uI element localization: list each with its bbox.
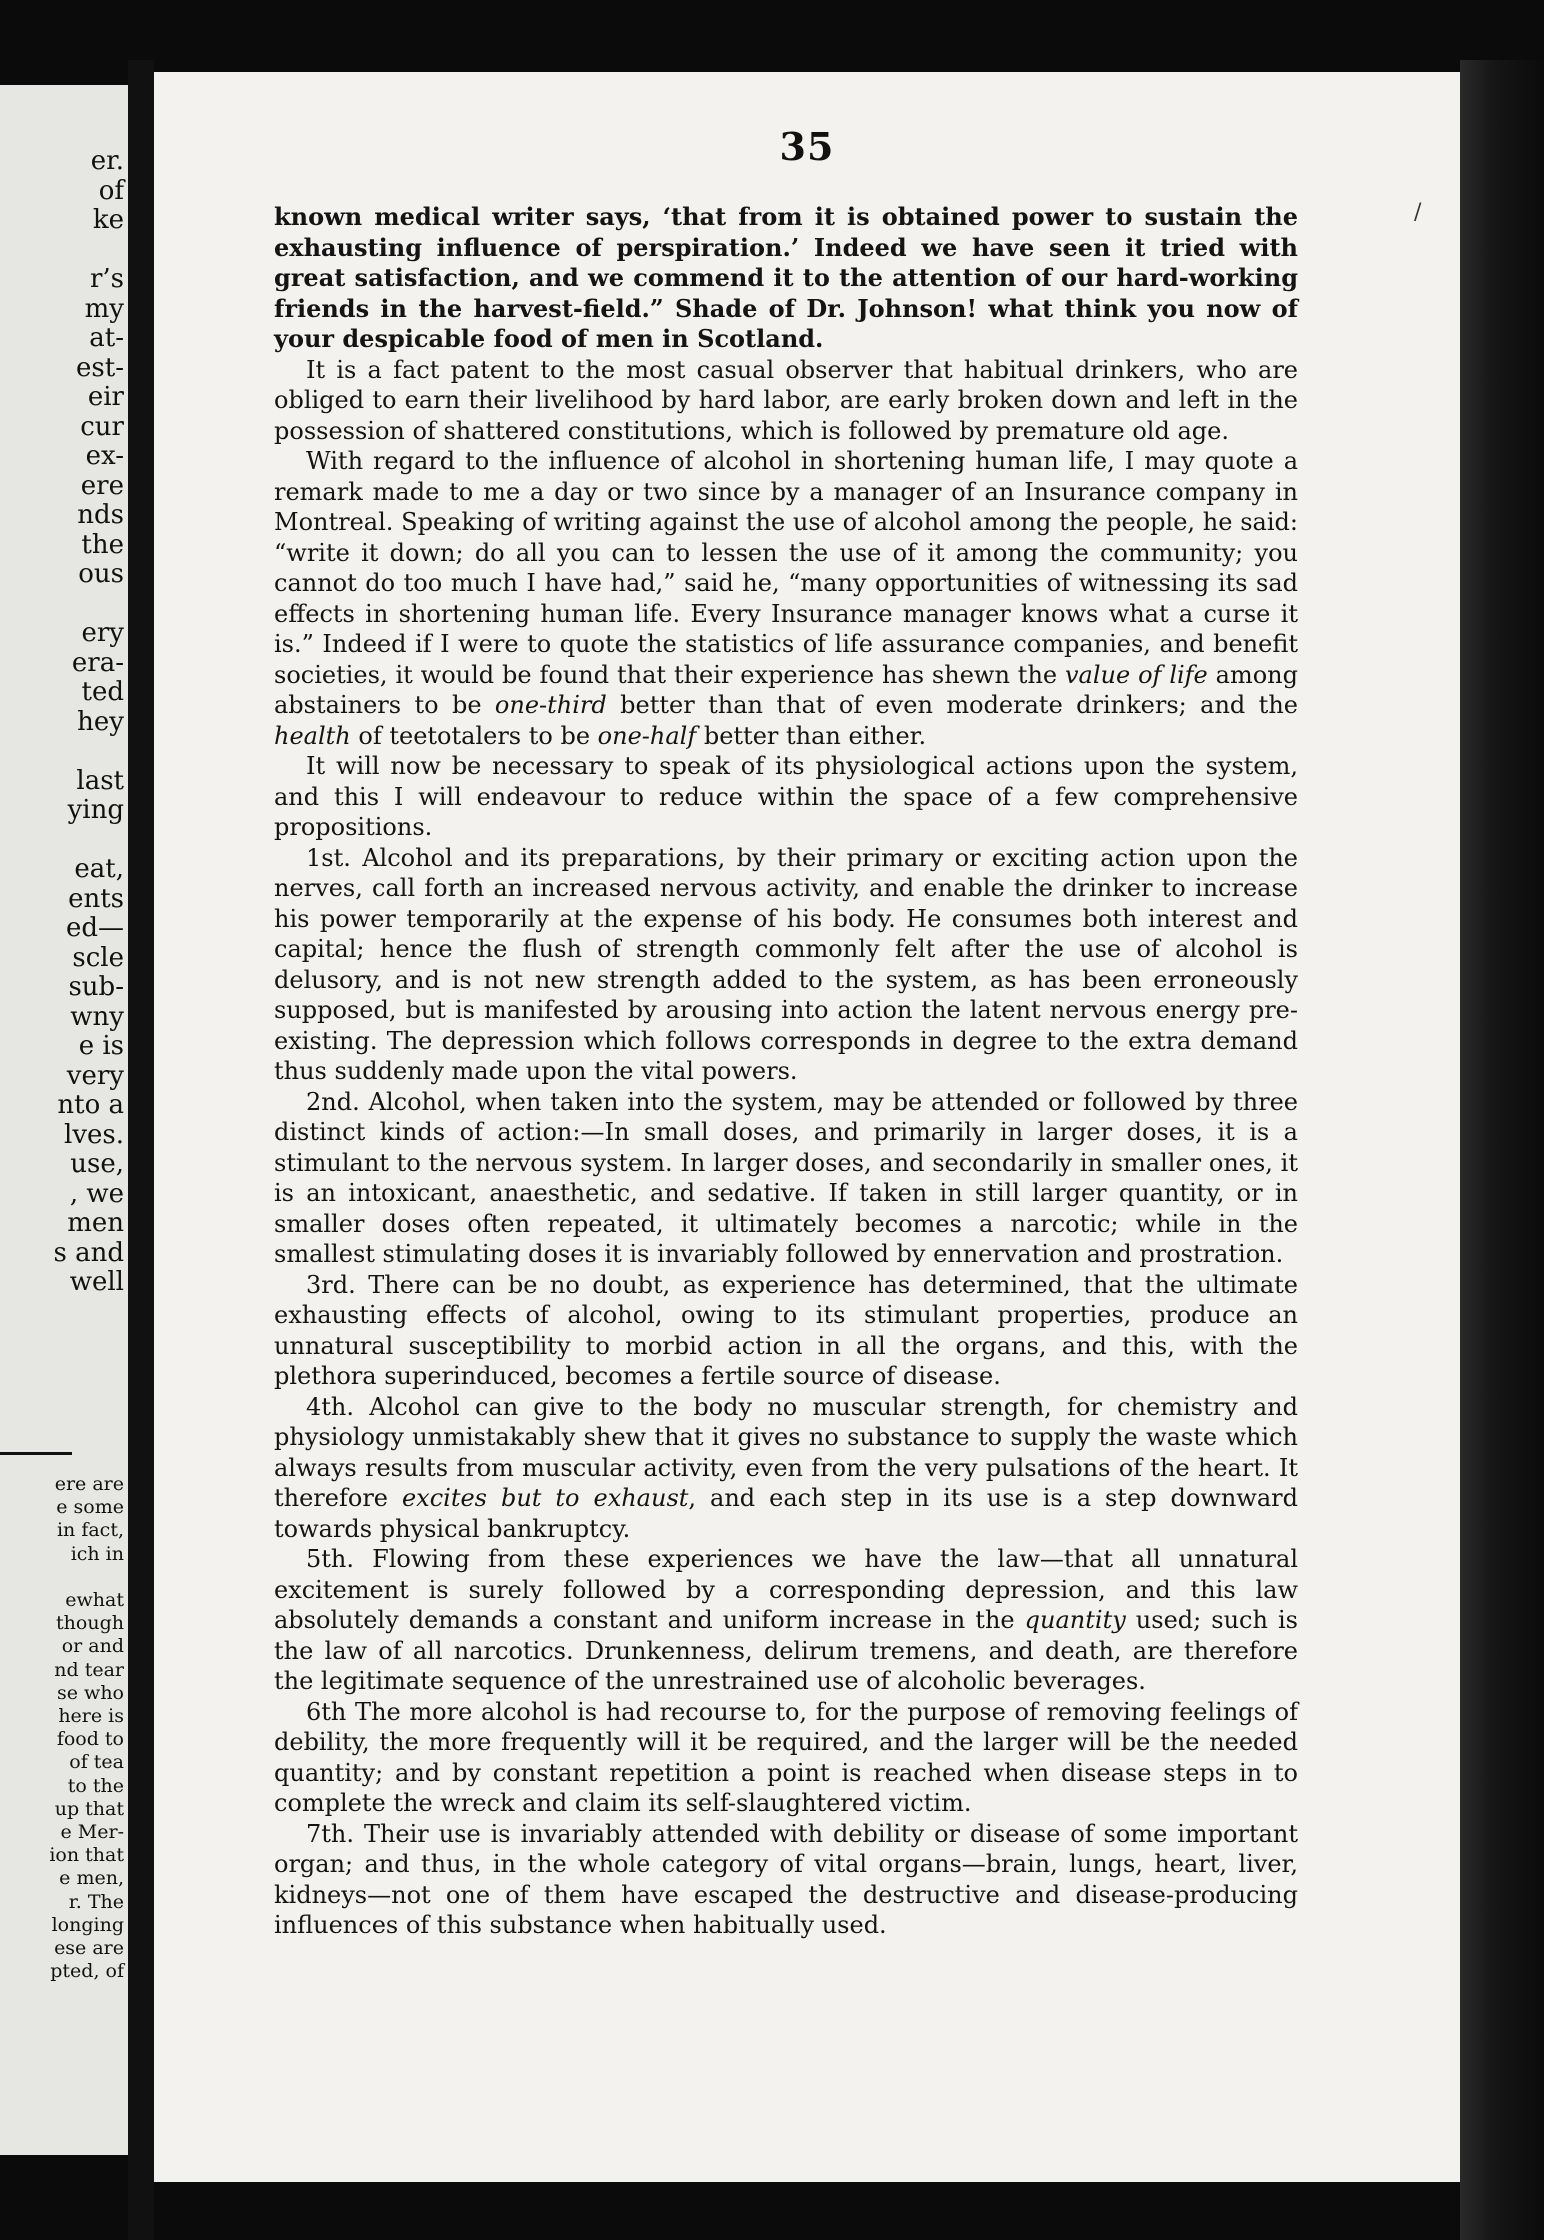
paragraph — [274, 1697, 1298, 1819]
adjacent-page-fragment: longing — [51, 1913, 124, 1936]
adjacent-page-fragment: food to — [56, 1728, 124, 1751]
adjacent-page-fragment: ents — [68, 883, 124, 914]
paragraph — [274, 751, 1298, 843]
paragraph-text: , and each step in its use is a step downward towards physical bankruptcy. — [274, 1484, 1298, 1543]
paragraph-text: 2nd. Alcohol, when taken into the system, may be attended or followed by three distinct kinds of action:—In small doses, and primarily in larger doses, it is a stimulant to the nervous system. In larger doses, and secondarily in smaller ones, it is an intoxicant, anaesthetic, and sedative. If taken in still larger quantity, or in smaller doses often repeated, it ultimately becomes a narcotic; while in the smallest stimulating doses it is invariably followed by ennervation and prostration. — [274, 1087, 1298, 1268]
paragraph — [274, 1087, 1298, 1270]
adjacent-page-fragment: ere are — [54, 1473, 124, 1495]
paragraph-text: better than that of even moderate drinkers; and the — [606, 691, 1298, 719]
paragraph-text: 4th. Alcohol can give to the body no muscular strength, for chemistry and physiology unmistakably shew that it gives no substance to supply the waste which always results from muscular activity, even from the very pulsations of the heart. It therefore — [274, 1392, 1298, 1512]
adjacent-page-fragment: the — [81, 529, 124, 560]
adjacent-page-fragment: cur — [80, 411, 124, 442]
adjacent-page-fragment: men — [67, 1208, 124, 1238]
adjacent-page-fragment: ed— — [65, 913, 124, 943]
adjacent-page-fragment: pted, of — [50, 1960, 124, 1983]
adjacent-page-fragment: ery — [81, 618, 124, 648]
paragraph-text: 5th. Flowing from these experiences we have the law—that all unnatural excitement is surely followed by a corresponding depression, and this law absolutely demands a constant and uniform increase in the — [274, 1545, 1298, 1634]
adjacent-page-fragment: here is — [58, 1705, 124, 1727]
adjacent-page-sliver — [0, 85, 128, 2155]
adjacent-page-fragment: to the — [67, 1774, 124, 1797]
paragraph-text: among abstainers to be — [274, 660, 1298, 719]
adjacent-page-fragment: ted — [81, 677, 124, 707]
paragraph-text: used; such is the law of all narcotics. Drunkenness, delirum tremens, and death, are therefore the legitimate sequence of the unrestrained use of alcoholic beverages. — [274, 1606, 1298, 1695]
adjacent-page-fragment: r’s — [89, 264, 124, 294]
adjacent-page-fragment: or and — [61, 1635, 124, 1658]
adjacent-page-fragment: scle — [72, 942, 124, 973]
adjacent-page-fragment: nto a — [57, 1090, 124, 1120]
margin-mark: / — [1414, 200, 1422, 225]
adjacent-page-fragment: ying — [67, 795, 124, 825]
adjacent-page-fragment: ese are — [54, 1937, 124, 1959]
adjacent-page-fragment: in fact, — [56, 1519, 124, 1542]
paragraph — [274, 1544, 1298, 1697]
adjacent-page-fragment: eir — [87, 382, 124, 412]
adjacent-page-fragment: e Mer- — [60, 1821, 124, 1843]
adjacent-page-fragment: era- — [71, 647, 124, 678]
adjacent-page-fragment: eat, — [74, 854, 124, 884]
paragraph — [274, 355, 1298, 447]
book-right-edge — [1460, 60, 1544, 2240]
adjacent-page-fragment: ich in — [70, 1542, 124, 1565]
paragraph — [274, 446, 1298, 751]
adjacent-page-fragment: wny — [70, 1001, 124, 1032]
emphasized-text: health — [274, 721, 351, 750]
adjacent-page-fragment: e some — [56, 1496, 124, 1519]
adjacent-page-fragment: e is — [78, 1031, 124, 1061]
paragraph-text: With regard to the influence of alcohol in shortening human life, I may quote a remark made to me a day or two since by a manager of an Insurance company in Montreal. Speaking of writing against the use of alcohol among the people, he said: “write it down; do all you can to lessen the use of it among the community; you cannot do too much I have had,” said he, “many opportunities of witnessing its sad effects in shortening human life. Every Insurance manager knows what a curse it is.” Indeed if I were to quote the statistics of life assurance companies, and benefit societies, it would be found that their experience has shewn the — [274, 447, 1298, 689]
adjacent-page-fragment: up that — [54, 1797, 124, 1820]
adjacent-page-fragment: at- — [89, 323, 124, 353]
emphasized-text: one-half — [597, 721, 697, 750]
adjacent-page-rule — [0, 1452, 72, 1455]
adjacent-page-fragment: ion that — [49, 1844, 124, 1867]
adjacent-page-fragment: s and — [53, 1237, 124, 1268]
paragraph — [274, 202, 1298, 355]
paragraph — [274, 1270, 1298, 1392]
paragraph-text: It will now be necessary to speak of its physiological actions upon the system, and this I will endeavour to reduce within the space of a few comprehensive propositions. — [274, 752, 1298, 841]
adjacent-page-fragment: ous — [78, 559, 124, 589]
adjacent-page-fragment: ke — [92, 205, 124, 235]
paragraph-text: 1st. Alcohol and its preparations, by their primary or exciting action upon the nerves, call forth an increased nervous activity, and enable the drinker to increase his power temporarily at the expense of his body. He consumes both interest and capital; hence the flush of strength commonly felt after the use of alcohol is delusory, and is not new strength added to the system, as has been erroneously supposed, but is manifested by arousing into action the latent nervous energy pre-existing. The depression which follows corresponds in degree to the extra demand thus suddenly made upon the vital powers. — [274, 843, 1298, 1085]
paragraph — [274, 843, 1298, 1087]
adjacent-page-fragment: ewhat — [65, 1589, 124, 1611]
emphasized-text: one-third — [494, 691, 607, 719]
adjacent-page-fragment: r. The — [68, 1890, 124, 1913]
adjacent-page-fragment: e men, — [59, 1867, 124, 1890]
adjacent-page-fragment: hey — [77, 706, 124, 737]
adjacent-page-fragment: nd tear — [54, 1658, 124, 1681]
paragraph-text: known medical writer says, ‘that from it is obtained power to sustain the exhausting influence of perspiration.’ Indeed we have seen it tried with great satisfaction, and we commend it to the attention of our hard-working friends in the harvest-field.” Shade of Dr. Johnson! what think you now of your despicable food of men in Scotland. — [274, 202, 1298, 353]
emphasized-text: value of life — [1065, 660, 1208, 689]
paragraph — [274, 1819, 1298, 1941]
adjacent-page-fragment: well — [69, 1267, 124, 1297]
emphasized-text: quantity — [1024, 1606, 1126, 1634]
adjacent-page-fragment: last — [76, 765, 124, 796]
adjacent-page-fragment: se who — [57, 1681, 124, 1704]
adjacent-page-fragment: er. — [90, 146, 124, 176]
adjacent-page-fragment: nds — [77, 500, 124, 530]
adjacent-page-fragment: though — [56, 1612, 124, 1635]
paragraph-text: 3rd. There can be no doubt, as experience has determined, that the ultimate exhausting effects of alcohol, owing to its stimulant properties, produce an unnatural susceptibility to morbid action in all the organs, and this, with the plethora superinduced, becomes a fertile source of disease. — [274, 1270, 1298, 1390]
adjacent-page-fragment: ere — [80, 470, 124, 501]
adjacent-page-fragment: lves. — [64, 1119, 124, 1150]
book-gutter — [128, 60, 154, 2240]
adjacent-page-fragment: sub- — [68, 972, 124, 1002]
adjacent-page-fragment: of — [98, 175, 124, 206]
adjacent-page-fragment: est- — [76, 352, 124, 383]
paragraph-text: It is a fact patent to the most casual observer that habitual drinkers, who are obliged to earn their livelihood by hard labor, are early broken down and left in the possession of shattered constitutions, which is followed by premature old age. — [274, 355, 1298, 445]
paragraph-text: of teetotalers to be — [350, 721, 598, 750]
paragraph-text: 6th The more alcohol is had recourse to, for the purpose of removing feelings of debility, the more frequently will it be required, and the larger will be the needed quantity; and by constant repetition a point is reached when disease steps in to complete the wreck and claim its self-slaughtered victim. — [274, 1697, 1298, 1817]
paragraph — [274, 1392, 1298, 1545]
page-body-text — [274, 202, 1298, 1941]
adjacent-page-fragment: very — [66, 1060, 124, 1091]
adjacent-page-fragment: , we — [69, 1178, 124, 1209]
paragraph-text: better than either. — [696, 721, 927, 750]
adjacent-page-fragment: ex- — [85, 441, 124, 471]
book-page — [154, 72, 1460, 2182]
adjacent-page-fragment: my — [84, 293, 124, 324]
adjacent-page-fragment: use, — [70, 1149, 124, 1179]
paragraph-text: 7th. Their use is invariably attended with debility or disease of some important organ; and thus, in the whole category of vital organs—brain, lungs, heart, liver, kidneys—not one of them have escaped the destructive and disease-producing influences of this substance when habitually used. — [274, 1819, 1298, 1939]
adjacent-page-fragment: of tea — [69, 1751, 124, 1774]
emphasized-text: excites but to exhaust — [401, 1484, 689, 1512]
page-number: 35 — [779, 124, 835, 169]
